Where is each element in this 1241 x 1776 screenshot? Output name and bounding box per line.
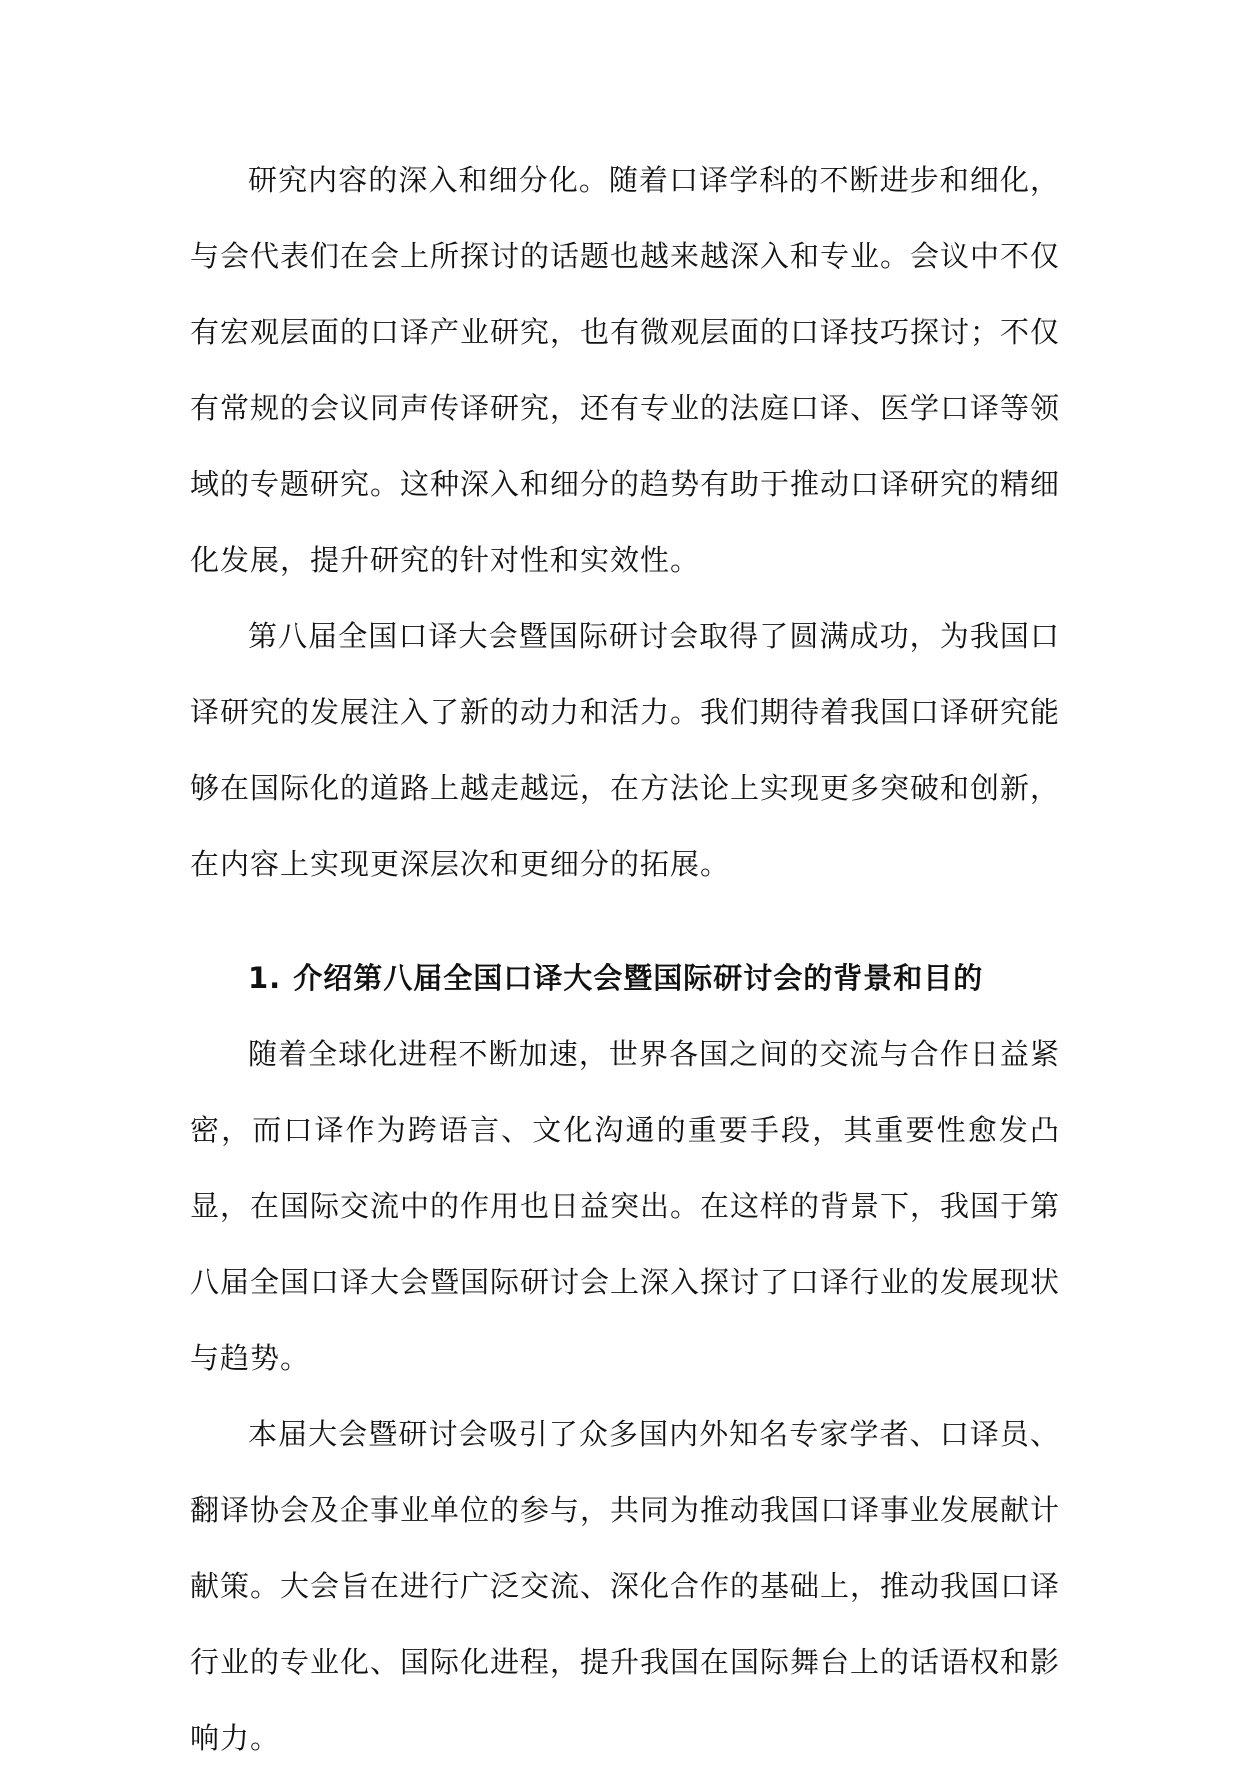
paragraph-conference-purpose: 本届大会暨研讨会吸引了众多国内外知名专家学者、口译员、翻译协会及企事业单位的参与，共同为推动我国口译事业发展献计献策。大会旨在进行广泛交流、深化合作的基础上，推动我国口译行业的专业化、国际化进程，提升我国在国际舞台上的话语权和影响力。 (190, 1417, 1061, 1755)
paragraph-conference-success: 第八届全国口译大会暨国际研讨会取得了圆满成功，为我国口译研究的发展注入了新的动力和活力。我们期待着我国口译研究能够在国际化的道路上越走越远，在方法论上实现更多突破和创新，在内容上实现更深层次和更细分的拓展。 (190, 619, 1061, 881)
section-spacer (190, 902, 1060, 940)
section-heading (190, 940, 1060, 1016)
paragraph-globalization-background: 随着全球化进程不断加速，世界各国之间的交流与合作日益紧密，而口译作为跨语言、文化沟通的重要手段，其重要性愈发凸显，在国际交流中的作用也日益突出。在这样的背景下，我国于第八届全国口译大会暨国际研讨会上深入探讨了口译行业的发展现状与趋势。 (190, 1037, 1061, 1375)
document-body (190, 142, 1060, 1776)
paragraph-research-depth: 研究内容的深入和细分化。随着口译学科的不断进步和细化，与会代表们在会上所探讨的话题也越来越深入和专业。会议中不仅有宏观层面的口译产业研究，也有微观层面的口译技巧探讨；不仅有常规的会议同声传译研究，还有专业的法庭口译、医学口译等领域的专题研究。这种深入和细分的趋势有助于推动口译研究的精细化发展，提升研究的针对性和实效性。 (190, 163, 1061, 577)
section-title: 介绍第八届全国口译大会暨国际研讨会的背景和目的 (293, 961, 984, 995)
section-number: 1. (248, 961, 282, 995)
